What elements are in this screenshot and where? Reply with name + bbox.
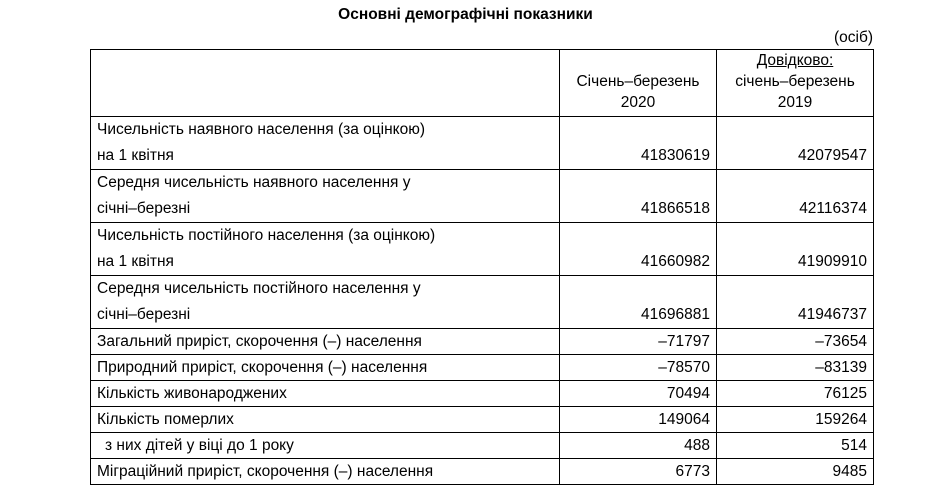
- row-label: з них дітей у віці до 1 року: [91, 433, 560, 459]
- row-label: Природний приріст, скорочення (–) населення: [91, 355, 560, 381]
- header-2020-label: Січень–березень 2020: [576, 73, 700, 111]
- row-label-line1: Чисельність постійного населення (за оцінкою): [97, 227, 436, 244]
- value-2020: 41696881: [560, 276, 717, 329]
- header-2019-note: Довідково:: [756, 52, 834, 69]
- row-label-line2: січні–березні: [97, 306, 191, 323]
- demographics-table: [90, 49, 874, 485]
- table-row: [91, 329, 874, 355]
- value-2019: 159264: [717, 407, 874, 433]
- value-2020: 41866518: [560, 170, 717, 223]
- row-label: Загальний приріст, скорочення (–) населення: [91, 329, 560, 355]
- table-row: [91, 170, 874, 223]
- table-row: [91, 223, 874, 276]
- value-2019: –73654: [717, 329, 874, 355]
- header-2020: [560, 50, 717, 117]
- value-2020: 70494: [560, 381, 717, 407]
- row-label: [91, 170, 560, 223]
- row-label: Кількість живонароджених: [91, 381, 560, 407]
- page-title: Основні демографічні показники: [338, 6, 593, 23]
- table-row: [91, 117, 874, 170]
- value-2019: 41946737: [717, 276, 874, 329]
- table-row: [91, 433, 874, 459]
- value-2019: 42116374: [717, 170, 874, 223]
- value-2019: 76125: [717, 381, 874, 407]
- value-2020: 41660982: [560, 223, 717, 276]
- row-label-line1: Чисельність наявного населення (за оцінкою): [97, 121, 426, 138]
- table-row: [91, 407, 874, 433]
- header-indicator: [91, 50, 560, 117]
- value-2020: 488: [560, 433, 717, 459]
- value-2020: 149064: [560, 407, 717, 433]
- table-row: [91, 459, 874, 485]
- header-2019-label: січень–березень 2019: [735, 73, 855, 111]
- table-row: [91, 276, 874, 329]
- table-row: [91, 381, 874, 407]
- value-2019: 42079547: [717, 117, 874, 170]
- value-2019: –83139: [717, 355, 874, 381]
- table-row: [91, 355, 874, 381]
- value-2019: 9485: [717, 459, 874, 485]
- row-label-line2: січні–березні: [97, 200, 191, 217]
- value-2019: 514: [717, 433, 874, 459]
- row-label-line1: Середня чисельність постійного населення у: [97, 280, 421, 297]
- value-2019: 41909910: [717, 223, 874, 276]
- row-label-line1: Середня чисельність наявного населення у: [97, 174, 411, 191]
- header-row: [91, 50, 874, 117]
- row-label: Кількість померлих: [91, 407, 560, 433]
- value-2020: –78570: [560, 355, 717, 381]
- value-2020: –71797: [560, 329, 717, 355]
- row-label-line2: на 1 квітня: [97, 147, 174, 164]
- unit-label: (осіб): [833, 29, 873, 46]
- row-label: [91, 223, 560, 276]
- row-label-line2: на 1 квітня: [97, 253, 174, 270]
- row-label: Міграційний приріст, скорочення (–) населення: [91, 459, 560, 485]
- value-2020: 6773: [560, 459, 717, 485]
- header-2019: [717, 50, 874, 117]
- row-label: [91, 117, 560, 170]
- row-label: [91, 276, 560, 329]
- value-2020: 41830619: [560, 117, 717, 170]
